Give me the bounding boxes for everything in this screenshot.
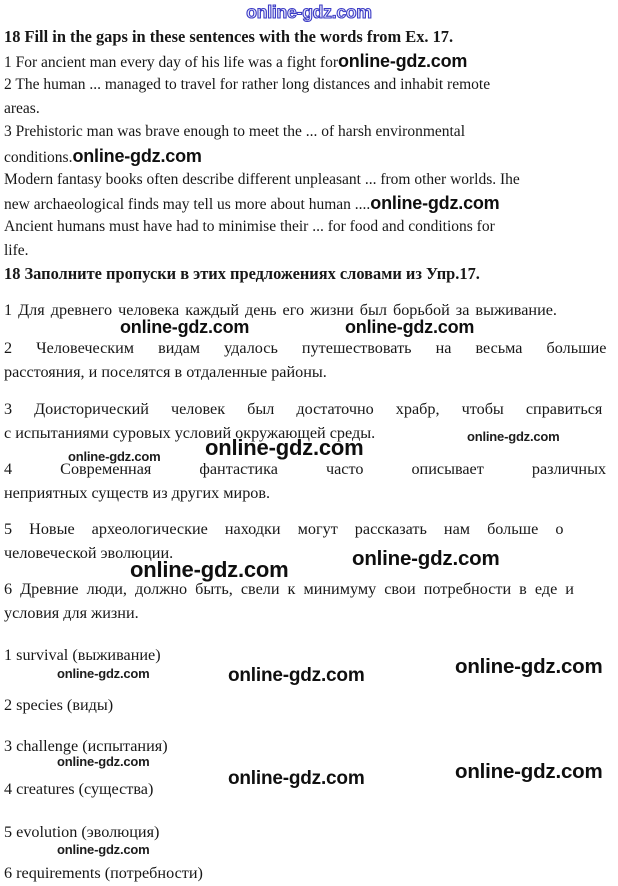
watermark-before-sentence4-center: online-gdz.com — [205, 435, 364, 460]
watermark-word3-small: online-gdz.com — [57, 754, 150, 769]
word-item-4: 4 creatures (существа) — [4, 780, 154, 798]
watermark-inline-2: online-gdz.com — [72, 146, 202, 166]
en-sentence-3-line-2 — [4, 146, 202, 168]
watermark-top: online-gdz.com — [246, 2, 372, 22]
ru-sentence-5-line-2: человеческой эволюции. — [4, 544, 174, 562]
en-sentence-2-line-2: areas. — [4, 100, 40, 117]
watermark-row1-left: online-gdz.com — [120, 317, 250, 337]
ru-sentence-2-line-1: 2 Человеческим видам удалось путешествовать на весьма большие — [4, 339, 607, 357]
watermark-row1-right: online-gdz.com — [345, 317, 475, 337]
ru-sentence-4-line-1: 4 Современная фантастика часто описывает различных — [4, 460, 607, 478]
en-sentence-2-line-1: 2 The human ... managed to travel for rather long distances and inhabit remote — [4, 76, 491, 93]
watermark-after-sentence3-right: online-gdz.com — [467, 429, 560, 444]
watermark-before-sentence4-left: online-gdz.com — [68, 449, 161, 464]
en-sentence-4-line-2 — [4, 193, 500, 215]
en-sentence-6-line-2: life. — [4, 242, 29, 259]
ru-sentence-1: 1 Для древнего человека каждый день его жизни был борьбой за выживание. — [4, 301, 557, 319]
word-item-6: 6 requirements (потребности) — [4, 864, 203, 882]
en-sentence-3-line-1: 3 Prehistoric man was brave enough to meet the ... of harsh environmental — [4, 123, 465, 140]
en-sentence-5-text: new archaeological finds may tell us more about human .... — [4, 196, 371, 213]
watermark-inline-3: online-gdz.com — [370, 193, 500, 213]
watermark-inline-1: online-gdz.com — [338, 51, 468, 71]
word-item-5: 5 evolution (эволюция) — [4, 823, 160, 841]
ru-sentence-3-line-2: с испытаниями суровых условий окружающей среды. — [4, 424, 376, 442]
ru-sentence-3-line-1: 3 Доисторический человек был достаточно храбр, чтобы справиться — [4, 400, 603, 418]
en-sentence-6-line-1: Ancient humans must have had to minimise their ... for food and conditions for — [4, 218, 495, 235]
word-item-2: 2 species (виды) — [4, 696, 114, 714]
ru-sentence-5-line-1: 5 Новые археологические находки могут рассказать нам больше о — [4, 520, 564, 538]
word-item-1: 1 survival (выживание) — [4, 646, 161, 664]
ru-sentence-4-line-2: неприятных существ из других миров. — [4, 484, 271, 502]
watermark-word4-center: online-gdz.com — [228, 768, 365, 789]
en-sentence-3-text: conditions. — [4, 149, 73, 166]
watermark-after-sentence5-left: online-gdz.com — [130, 557, 289, 582]
watermark-word5-small: online-gdz.com — [57, 842, 150, 857]
en-sentence-1 — [4, 51, 467, 73]
en-sentence-4-line-1: Modern fantasy books often describe different unpleasant ... from other worlds. Ihe — [4, 171, 520, 188]
word-item-3: 3 challenge (испытания) — [4, 737, 168, 755]
watermark-after-sentence5-right: online-gdz.com — [352, 547, 500, 570]
watermark-word4-right: online-gdz.com — [455, 760, 603, 783]
exercise-heading-en: 18 Fill in the gaps in these sentences with the words from Ex. 17. — [4, 27, 454, 46]
en-sentence-1-text: 1 For ancient man every day of his life was a fight for — [4, 54, 339, 71]
watermark-word1-center: online-gdz.com — [228, 665, 365, 686]
exercise-heading-ru: 18 Заполните пропуски в этих предложениях словами из Упр.17. — [4, 264, 480, 283]
ru-sentence-6-line-2: условия для жизни. — [4, 604, 139, 622]
watermark-word1-right: online-gdz.com — [455, 655, 603, 678]
watermark-word1-small: online-gdz.com — [57, 666, 150, 681]
ru-sentence-2-line-2: расстояния, и поселятся в отдаленные районы. — [4, 363, 327, 381]
ru-sentence-6-line-1: 6 Древние люди, должно быть, свели к минимуму свои потребности в еде и — [4, 580, 574, 598]
